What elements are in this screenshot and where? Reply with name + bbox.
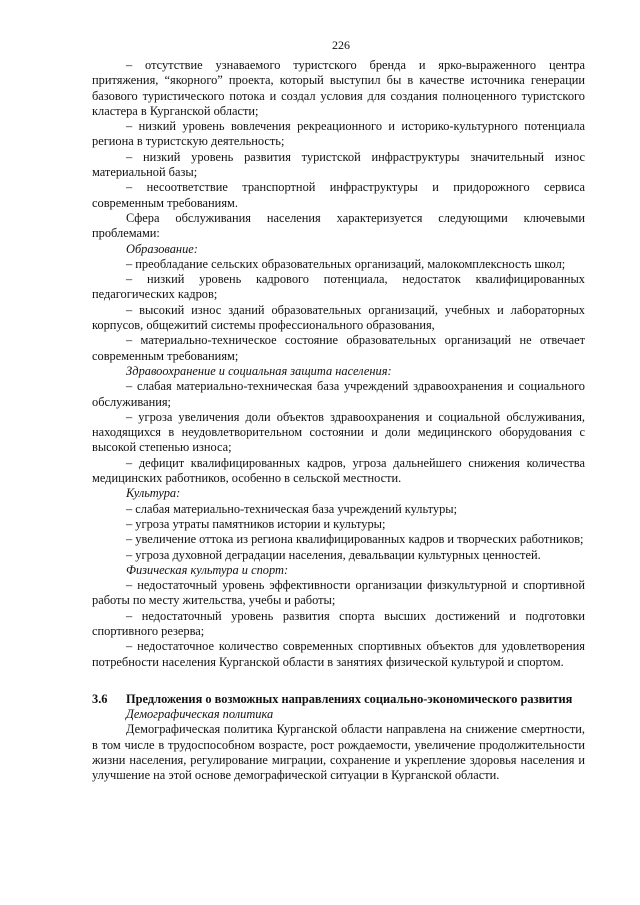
paragraph: – низкий уровень развития туристской инфраструктуры значительный износ материальной базы; <box>92 149 585 180</box>
paragraph: – угроза увеличения доли объектов здравоохранения и социальной обслуживания, находящихся в неудовлетворительном состоянии и доли медицинского оборудования с высокой степенью износа; <box>92 409 585 455</box>
paragraph: – материально-техническое состояние образовательных организаций не отвечает современным требованиям; <box>92 333 585 363</box>
paragraph: – низкий уровень кадрового потенциала, недостаток квалифицированных педагогических кадров; <box>92 272 585 302</box>
text-block-demography <box>92 707 585 783</box>
paragraph: – недостаточный уровень эффективности организации физкультурной и спортивной работы по месту жительства, учебы и работы; <box>92 578 585 608</box>
subheading: Здравоохранение и социальная защита населения: <box>126 363 392 378</box>
paragraph: – отсутствие узнаваемого туристского бренда и ярко-выраженного центра притяжения, “якорного” проекта, который выступил бы в качестве источника генерации базового туристического потока и создал условия для создания полноценного туристского кластера в Курганской области; <box>92 58 585 118</box>
section-number: 3.6 <box>92 691 108 706</box>
text-block-problems <box>92 58 585 670</box>
paragraph: – несоответствие транспортной инфраструктуры и придорожного сервиса современным требованиям. <box>92 180 585 210</box>
paragraph: – недостаточный уровень развития спорта высших достижений и подготовки спортивного резерва; <box>92 608 585 638</box>
paragraph: – дефицит квалифицированных кадров, угроза дальнейшего снижения количества медицинских работников, особенно в сельской местности. <box>92 455 585 486</box>
paragraph: – низкий уровень вовлечения рекреационного и историко-культурного потенциала региона в туристскую деятельность; <box>92 119 585 149</box>
paragraph: – преобладание сельских образовательных организаций, малокомплексность школ; <box>126 256 566 271</box>
paragraph: – угроза утраты памятников истории и культуры; <box>126 516 386 531</box>
paragraph: – высокий износ зданий образовательных организаций, учебных и лабораторных корпусов, общежитий системы профессионального образования, <box>92 302 585 333</box>
paragraph: Сфера обслуживания населения характеризуется следующими ключевыми проблемами: <box>92 210 585 241</box>
subheading: Культура: <box>126 486 181 501</box>
paragraph: – увеличение оттока из региона квалифицированных кадров и творческих работников; <box>126 532 584 547</box>
section-heading <box>92 692 585 707</box>
subheading: Образование: <box>126 241 198 256</box>
paragraph: – угроза духовной деградации населения, девальвации культурных ценностей. <box>126 547 541 562</box>
page-number: 226 <box>332 38 350 52</box>
subheading: Физическая культура и спорт: <box>126 562 289 577</box>
paragraph: – слабая материально-техническая база учреждений здравоохранения и социального обслуживания; <box>92 379 585 409</box>
paragraph: – слабая материально-техническая база учреждений культуры; <box>126 501 458 516</box>
subheading: Демографическая политика <box>126 707 274 722</box>
paragraph: – недостаточное количество современных спортивных объектов для удовлетворения потребности населения Курганской области в занятиях физической культурой и спортом. <box>92 639 585 669</box>
paragraph: Демографическая политика Курганской области направлена на снижение смертности, в том числе в трудоспособном возрасте, рост рождаемости, увеличение продолжительности жизни населения, регулирование миграции, сохранение и укрепление здоровья населения и улучшение на этой основе демографической ситуации в Курганской области. <box>92 722 585 783</box>
section-title: Предложения о возможных направлениях социально-экономического развития <box>126 691 573 706</box>
